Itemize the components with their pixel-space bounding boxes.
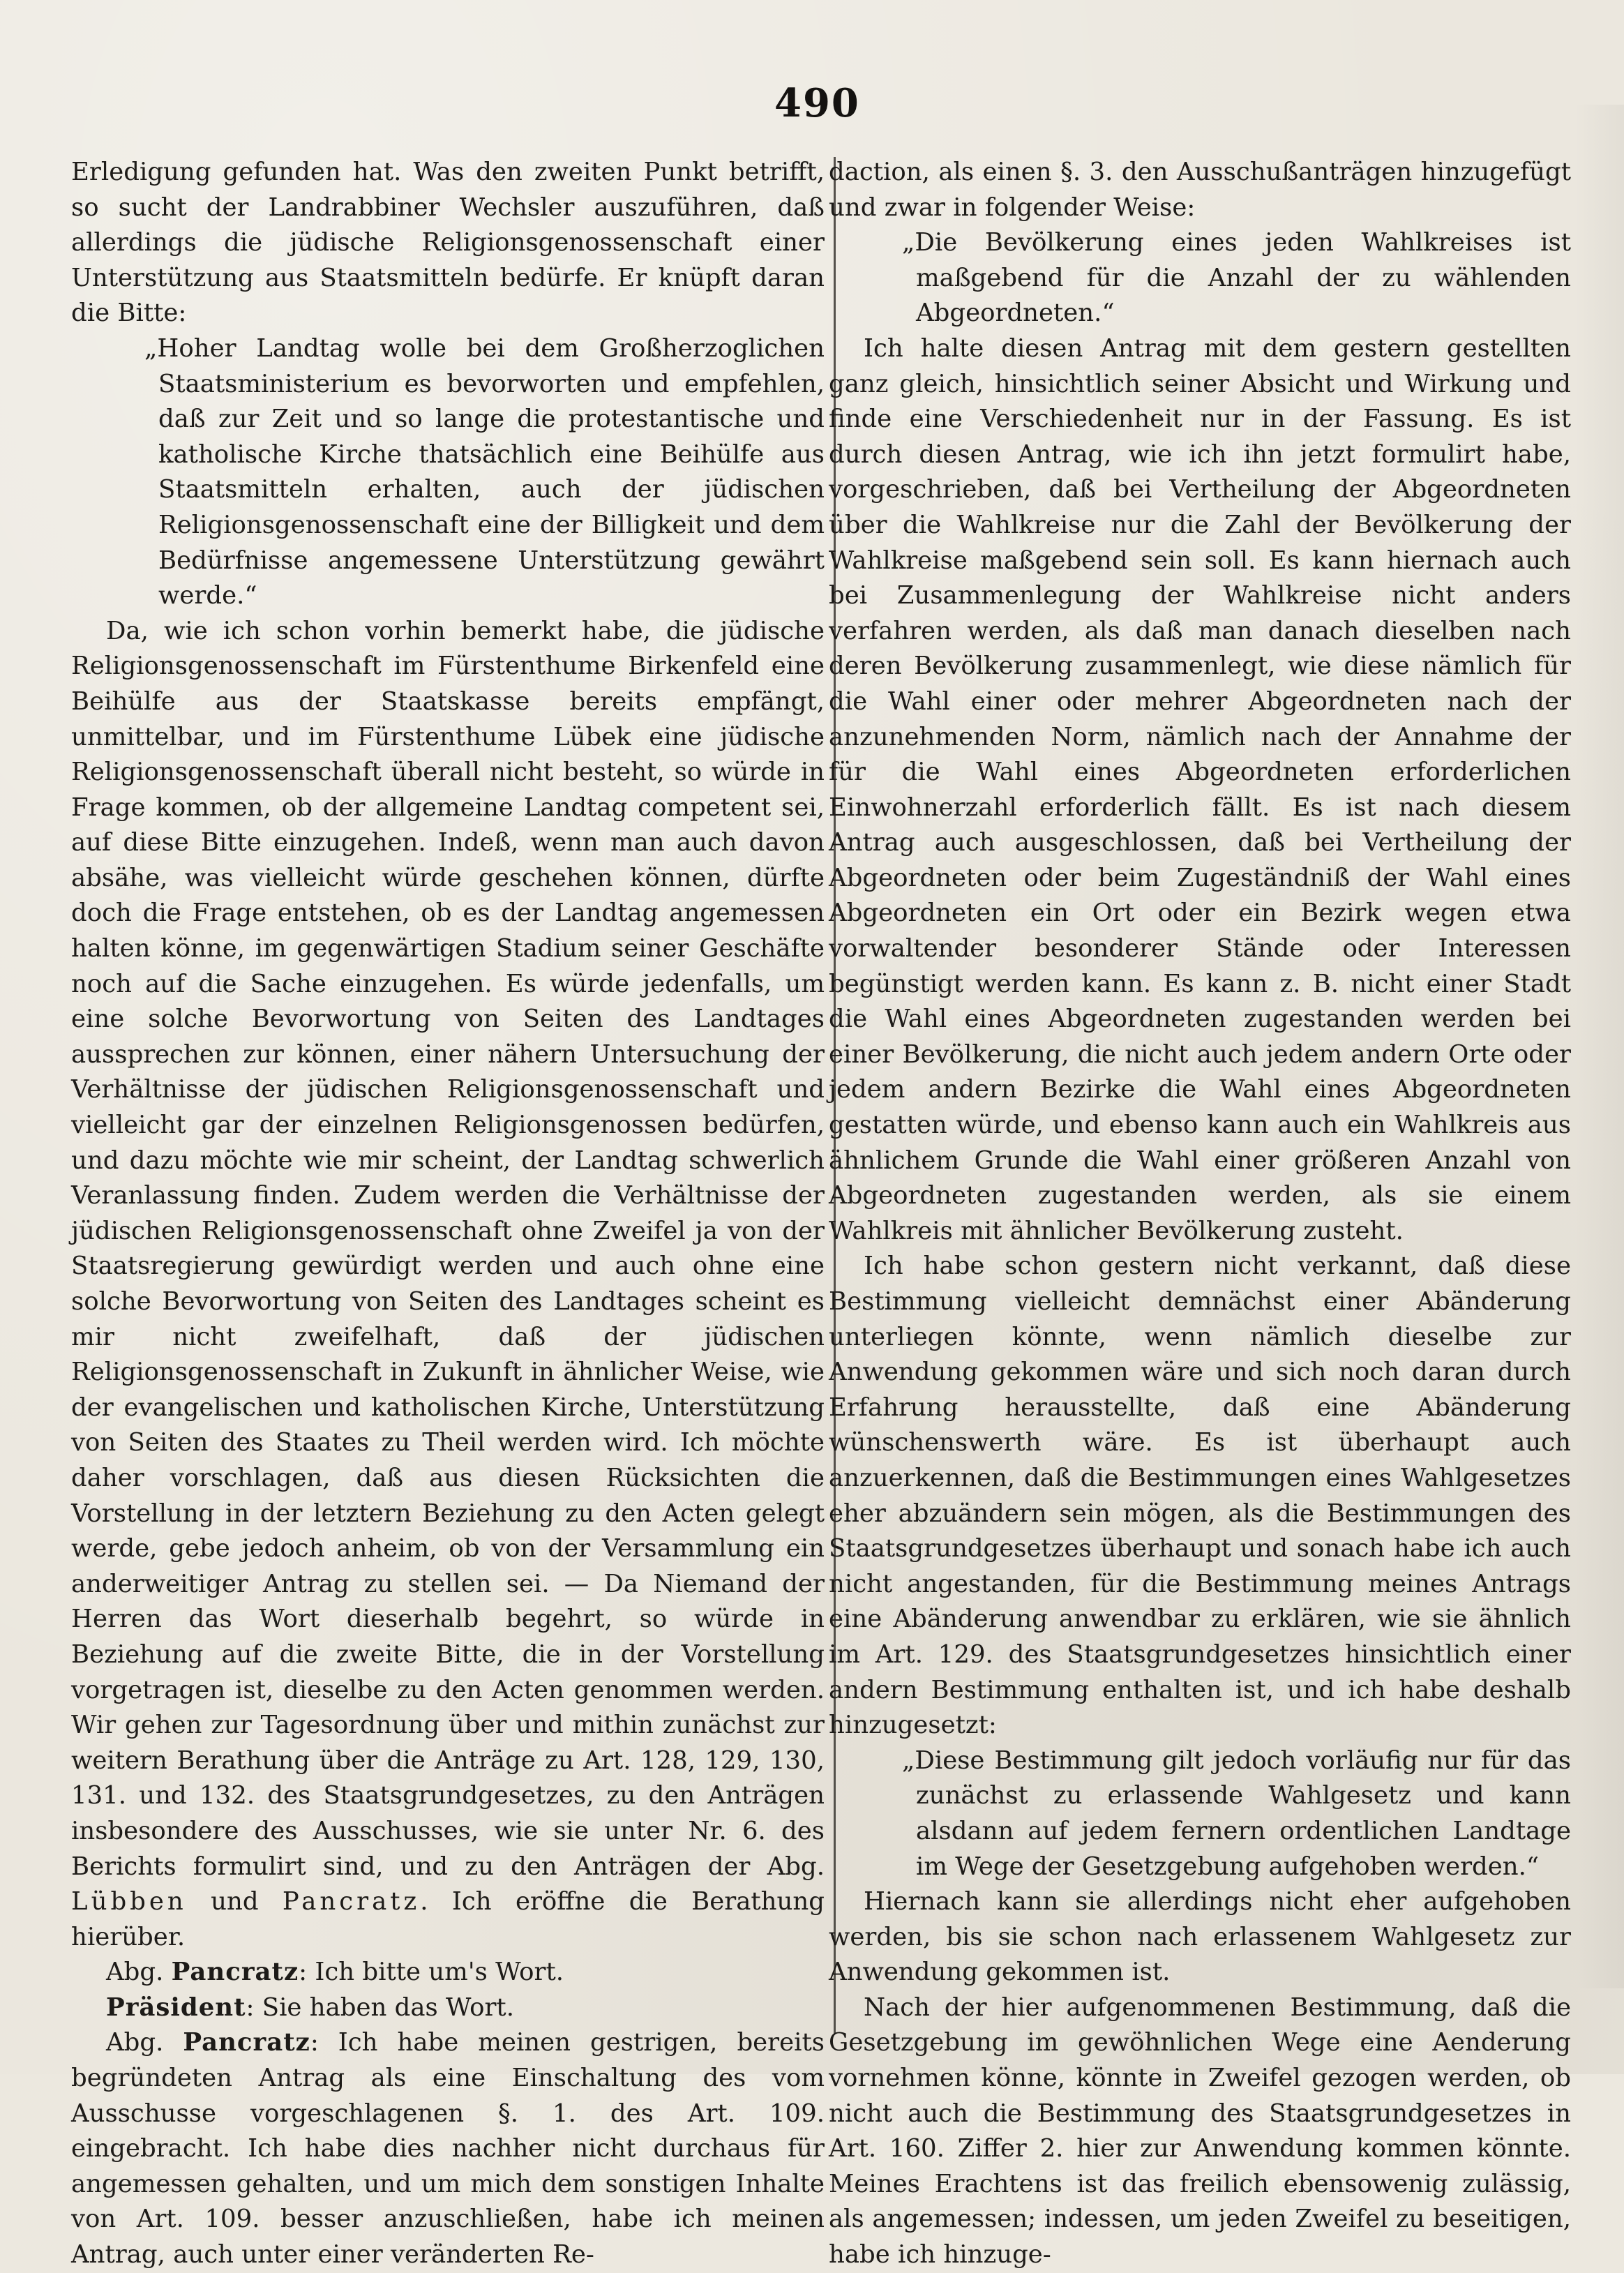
right-quote-1-text: „Die Bevölkerung eines jeden Wahlkreises ist maßgebend für die Anzahl der zu wählenden Abgeordneten.“ <box>902 228 1571 328</box>
deputy-name-pancratz: Pancratz <box>282 1887 421 1916</box>
speaker-prefix: Abg. <box>106 1958 164 1987</box>
speaker-text: : Ich habe meinen gestrigen, bereits begründeten Antrag als eine Einschaltung des vom Ausschusse vorgeschlagenen §. 1. des Art. 109. eingebracht. Ich habe dies nachher nicht durchaus für angemessen gehalten, und um mich dem sonstigen Inhalte von Art. 109. besser anzuschließen, habe ich meinen Antrag, auch unter einer veränderten Re- <box>71 2028 825 2270</box>
speaker-line-3 <box>71 2025 825 2272</box>
left-paragraph-1: Erledigung gefunden hat. Was den zweiten Punkt betrifft, so sucht der Landrabbiner Wechsler auszuführen, daß allerdings die jüdische Religionsgenossenschaft einer Unterstützung aus Staatsmitteln bedürfe. Er knüpft daran die Bitte: <box>71 158 825 328</box>
left-paragraph-2 <box>71 614 825 1956</box>
right-column <box>829 155 1571 2273</box>
speaker-name: Pancratz <box>171 1958 299 1987</box>
speaker-prefix: Abg. <box>106 2028 164 2057</box>
page-edge-shadow <box>1575 105 1624 1988</box>
conjunction-und: und <box>211 1887 259 1916</box>
speaker-name-president: Präsident <box>106 1993 246 2022</box>
right-quote-1 <box>829 225 1571 331</box>
speaker-line-1 <box>71 1955 825 1990</box>
left-quote-text: „Hoher Landtag wolle bei dem Großherzoglichen Staatsministerium es bevorworten und empfehlen, daß zur Zeit und so lange die protestantische und katholische Kirche thatsächlich eine Beihülfe aus Staatsmitteln erhalten, auch der jüdischen Religionsgenossenschaft eine der Billigkeit und dem Bedürfnisse angemessene Unterstützung gewährt werde.“ <box>144 333 825 610</box>
left-paragraph-2-text: Da, wie ich schon vorhin bemerkt habe, die jüdische Religionsgenossenschaft im Fürstenthume Birkenfeld eine Beihülfe aus der Staatskasse bereits empfängt, unmittelbar, und im Fürstenthume Lübek eine jüdische Religionsgenossenschaft überall nicht besteht, so würde in Frage kommen, ob der allgemeine Landtag competent sei, auf diese Bitte einzugehen. Indeß, wenn man auch davon absähe, was vielleicht würde geschehen können, dürfte doch die Frage entstehen, ob es der Landtag angemessen halten könne, im gegenwärtigen Stadium seiner Geschäfte noch auf die Sache einzugehen. Es würde jedenfalls, um eine solche Bevorwortung von Seiten des Landtages aussprechen zur können, einer nähern Untersuchung der Verhältnisse der jüdischen Religionsgenossenschaft und vielleicht gar der einzelnen Religionsgenossen bedürfen, und dazu möchte wie mir scheint, der Landtag schwerlich Veranlassung finden. Zudem werden die Verhältnisse der jüdischen Religionsgenossenschaft ohne Zweifel ja von der Staatsregierung gewürdigt werden und auch ohne eine solche Bevorwortung von Seiten des Landtages scheint es mir nicht zweifelhaft, daß der jüdischen Religionsgenossenschaft in Zukunft in ähnlicher Weise, wie der evangelischen und katholischen Kirche, Unterstützung von Seiten des Staates zu Theil werden wird. Ich möchte daher vorschlagen, daß aus diesen Rücksichten die Vorstellung in der letztern Beziehung zu den Acten gelegt werde, gebe jedoch anheim, ob von der Versammlung ein anderweitiger Antrag zu stellen sei. — Da Niemand der Herren das Wort dieserhalb begehrt, so würde in Beziehung auf die zweite Bitte, die in der Vorstellung vorgetragen ist, dieselbe zu den Acten genommen werden. Wir gehen zur Tagesordnung über und mithin zunächst zur weitern Berathung über die Anträge zu Art. 128, 129, 130, 131. und 132. des Staatsgrundgesetzes, zu den Anträgen insbesondere des Ausschusses, wie sie unter Nr. 6. des Berichts formulirt sind, und zu den Anträgen der Abg. <box>71 616 825 1881</box>
right-quote-2-text: „Diese Bestimmung gilt jedoch vorläufig nur für das zunächst zu erlassende Wahlgesetz und kann alsdann auf jedem fernern ordentlichen Landtage im Wege der Gesetzgebung aufgehoben werden.“ <box>902 1746 1571 1881</box>
speaker-line-2 <box>71 1990 825 2026</box>
right-paragraph-2: Ich halte diesen Antrag mit dem gestern gestellten ganz gleich, hinsichtlich seiner Absicht und Wirkung und finde eine Verschiedenheit nur in der Fassung. Es ist durch diesen Antrag, wie ich ihn jetzt formulirt habe, vorgeschrieben, daß bei Vertheilung der Abgeordneten über die Wahlkreise nur die Zahl der Bevölkerung der Wahlkreise maßgebend sein soll. Es kann hiernach auch bei Zusammenlegung der Wahlkreise nicht anders verfahren werden, als daß man danach dieselben nach deren Bevölkerung zusammenlegt, wie diese nämlich für die Wahl einer oder mehrer Abgeordneten nach der anzunehmenden Norm, nämlich nach der Annahme der für die Wahl eines Abgeordneten erforderlichen Einwohnerzahl erforderlich fällt. Es ist nach diesem Antrag auch ausgeschlossen, daß bei Vertheilung der Abgeordneten oder beim Zugeständniß der Wahl eines Abgeordneten ein Ort oder ein Bezirk wegen etwa vorwaltender besonderer Stände oder Interessen begünstigt werden kann. Es kann z. B. nicht einer Stadt die Wahl eines Abgeordneten zugestanden werden bei einer Bevölkerung, die nicht auch jedem andern Orte oder jedem andern Bezirke die Wahl eines Abgeordneten gestatten würde, und ebenso kann auch ein Wahlkreis aus ähnlichem Grunde die Wahl einer größeren Anzahl von Abgeordneten zugestanden werden, als sie einem Wahlkreis mit ähnlicher Bevölkerung zusteht. <box>829 333 1571 1245</box>
page-number: 490 <box>774 80 860 126</box>
right-paragraph-5: Nach der hier aufgenommenen Bestimmung, daß die Gesetzgebung im gewöhnlichen Wege eine Aenderung vornehmen könne, könnte in Zweifel gezogen werden, ob nicht auch die Bestimmung des Staatsgrundgesetzes in Art. 160. Ziffer 2. hier zur Anwendung kommen könnte. Meines Erachtens ist das freilich ebensowenig zulässig, als angemessen; indessen, um jeden Zweifel zu beseitigen, habe ich hinzuge- <box>829 1993 1571 2270</box>
deputy-name-luebben: Lübben <box>71 1887 187 1916</box>
left-paragraph-2-end: . Ich eröffne die Berathung hierüber. <box>71 1887 825 1951</box>
right-quote-2 <box>829 1743 1571 1884</box>
left-column <box>71 155 825 2273</box>
right-paragraph-4: Hiernach kann sie allerdings nicht eher aufgehoben werden, bis sie schon nach erlassenem Wahlgesetz zur Anwendung gekommen ist. <box>829 1887 1571 1987</box>
left-quote-petition <box>71 331 825 614</box>
speaker-text: : Ich bitte um's Wort. <box>299 1958 564 1987</box>
right-paragraph-3: Ich habe schon gestern nicht verkannt, daß diese Bestimmung vielleicht demnächst einer Abänderung unterliegen könnte, wenn nämlich dieselbe zur Anwendung gekommen wäre und sich noch daran durch Erfahrung herausstellte, daß eine Abänderung wünschenswerth wäre. Es ist überhaupt auch anzuerkennen, daß die Bestimmungen eines Wahlgesetzes eher abzuändern sein mögen, als die Bestimmungen des Staatsgrundgesetzes überhaupt und sonach habe ich auch nicht angestanden, für die Bestimmung meines Antrags eine Abänderung anwendbar zu erklären, wie sie ähnlich im Art. 129. des Staatsgrundgesetzes hinsichtlich einer andern Bestimmung enthalten ist, und ich habe deshalb hinzugesetzt: <box>829 1252 1571 1740</box>
speaker-text: : Sie haben das Wort. <box>246 1993 514 2022</box>
speaker-name: Pancratz <box>183 2028 310 2057</box>
right-paragraph-1: daction, als einen §. 3. den Ausschußanträgen hinzugefügt und zwar in folgender Weise: <box>829 158 1571 222</box>
